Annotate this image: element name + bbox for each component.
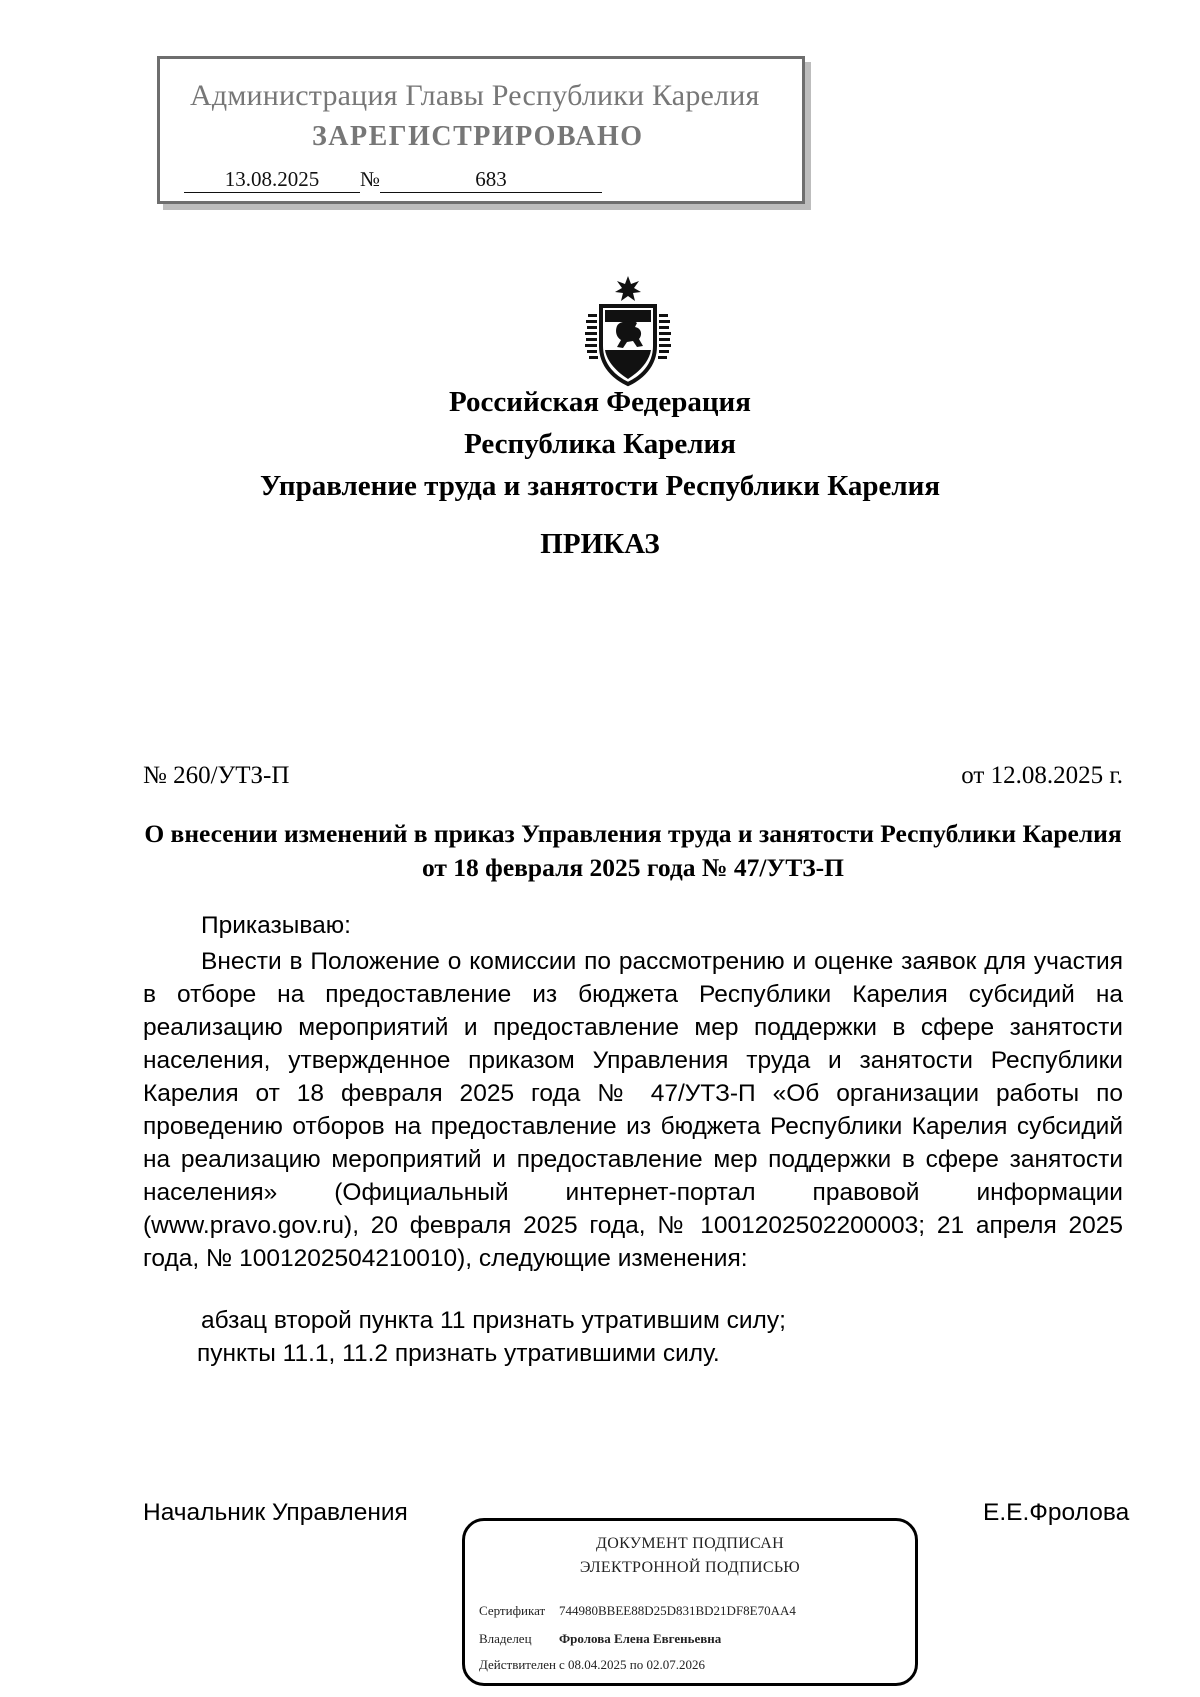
body-paragraph: Внести в Положение о комиссии по рассмотрению и оценке заявок для участия в отборе на предоставление из бюджета Республики Карелия субсидий на реализацию мероприятий и предоставление мер поддержки в сфере занятости населения, утвержденное приказом Управления труда и занятости Республики Карелия от 18 февраля 2025 года № 47/УТЗ-П «Об организации работы по проведению отборов на предоставление из бюджета Республики Карелия субсидий на реализацию мероприятий и предоставление мер поддержки в сфере занятости населения» (Официальный интернет-портал правовой информации (www.pravo.gov.ru), 20 февраля 2025 года, № 1001202502200003; 21 апреля 2025 года, № 1001202504210010), следующие изменения:	[143, 948, 1123, 1272]
signatory-name: Е.Е.Фролова	[983, 1499, 1130, 1526]
registration-stamp	[157, 56, 805, 204]
document-title: О внесении изменений в приказ Управления труда и занятости Республики Карелия от 18 февраля 2025 года № 47/УТЗ-П	[144, 819, 1122, 882]
registration-status: ЗАРЕГИСТРИРОВАНО	[312, 121, 644, 152]
validity-label: Действителен	[479, 1657, 556, 1672]
signatory-position: Начальник Управления	[143, 1499, 408, 1526]
certificate-value: 744980BBEE88D25D831BD21DF8E70AA4	[559, 1603, 796, 1618]
order-number: № 260/УТЗ-П	[143, 762, 290, 789]
karelia-coat-of-arms-icon	[583, 276, 673, 388]
body-intro: Приказываю:	[201, 912, 351, 939]
signature-stamp-title-1: ДОКУМЕНТ ПОДПИСАН	[596, 1535, 784, 1552]
header-organization: Управление труда и занятости Республики Карелия	[259, 470, 941, 502]
validity-row	[479, 1657, 705, 1673]
registration-details	[184, 167, 602, 193]
owner-value: Фролова Елена Евгеньевна	[559, 1631, 722, 1646]
order-date: от 12.08.2025 г.	[961, 762, 1123, 789]
owner-label: Владелец	[479, 1631, 532, 1646]
electronic-signature-stamp	[462, 1518, 918, 1686]
header-country: Российская Федерация	[449, 386, 751, 418]
body-item-1: абзац второй пункта 11 признать утратившим силу;	[201, 1307, 786, 1334]
owner-row	[479, 1631, 721, 1647]
registration-date: 13.08.2025	[184, 167, 360, 193]
certificate-row	[479, 1603, 796, 1619]
registration-number-sign: №	[360, 167, 381, 191]
document-type: ПРИКАЗ	[540, 528, 660, 560]
registration-number: 683	[380, 167, 602, 193]
registration-authority: Администрация Главы Республики Карелия	[190, 79, 760, 112]
body-item-2: пункты 11.1, 11.2 признать утратившими силу.	[197, 1340, 720, 1367]
header-region: Республика Карелия	[464, 428, 736, 460]
validity-value: с 08.04.2025 по 02.07.2026	[559, 1657, 705, 1672]
signature-stamp-title-2: ЭЛЕКТРОННОЙ ПОДПИСЬЮ	[579, 1559, 801, 1576]
certificate-label: Сертификат	[479, 1603, 546, 1618]
